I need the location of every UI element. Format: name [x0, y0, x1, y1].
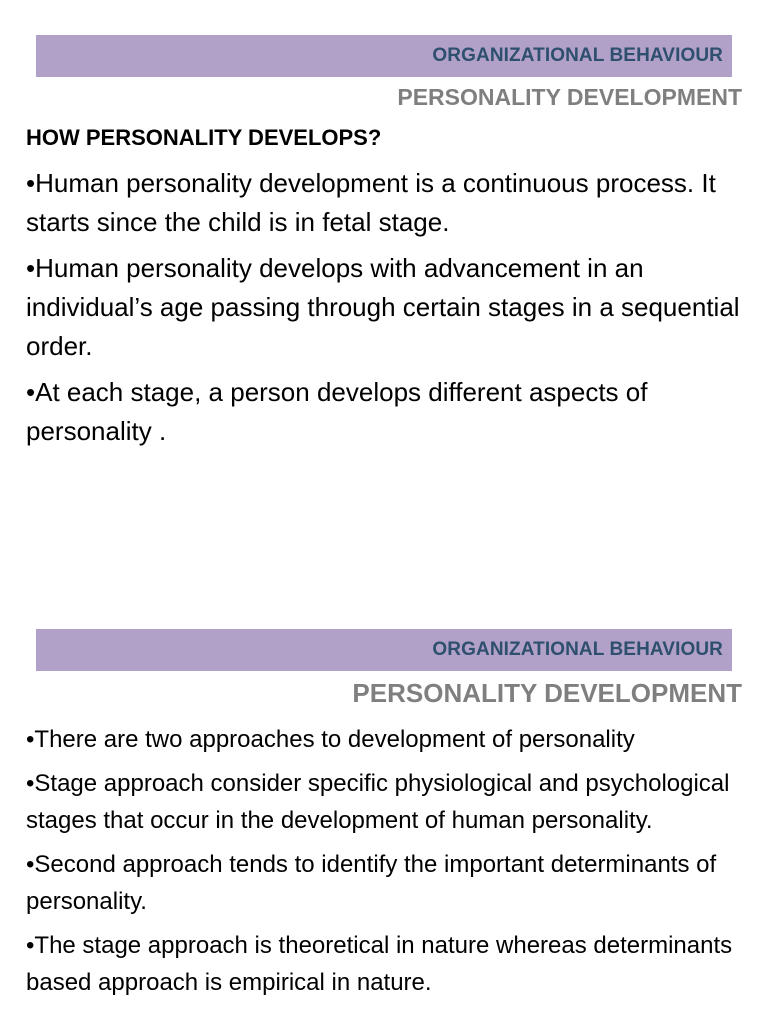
header-title: ORGANIZATIONAL BEHAVIOUR [432, 45, 723, 66]
bullet-item: •At each stage, a person develops different aspects of personality . [26, 377, 648, 446]
header-band [36, 629, 732, 671]
bullet-list [26, 164, 756, 458]
bullet-item: •There are two approaches to development of personality [26, 726, 635, 753]
bullet-item: •Human personality development is a continuous process. It starts since the child is in fetal stage. [26, 168, 716, 237]
bullet-list [26, 721, 756, 1008]
header-band [36, 35, 732, 77]
header-title: ORGANIZATIONAL BEHAVIOUR [432, 639, 723, 660]
bullet-item: •Second approach tends to identify the important determinants of personality. [26, 851, 717, 915]
slide-2 [0, 594, 768, 1024]
slide-subtitle: PERSONALITY DEVELOPMENT [352, 678, 742, 708]
bullet-item: •Human personality develops with advancement in an individual’s age passing through certain stages in a sequential order. [26, 253, 740, 361]
bullet-item: •The stage approach is theoretical in nature whereas determinants based approach is empirical in nature. [26, 932, 733, 996]
slide-subtitle: PERSONALITY DEVELOPMENT [397, 84, 742, 110]
section-title: HOW PERSONALITY DEVELOPS? [26, 125, 382, 150]
bullet-item: •Stage approach consider specific physiological and psychological stages that occur in the development of human personality. [26, 770, 730, 834]
